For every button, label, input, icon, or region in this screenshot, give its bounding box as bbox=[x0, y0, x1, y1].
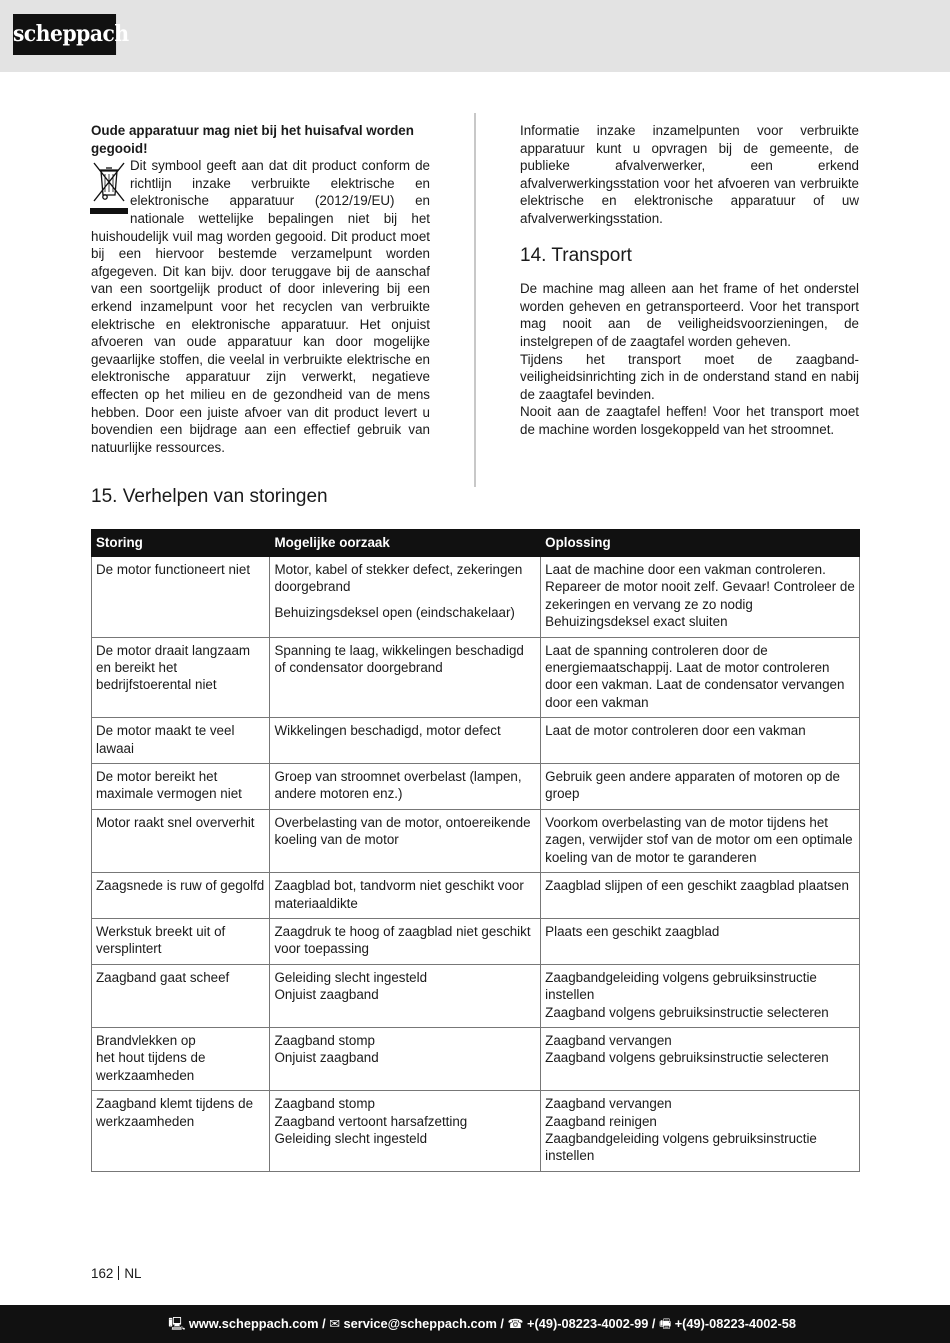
table-row bbox=[92, 1091, 860, 1172]
mail-icon: ✉ bbox=[329, 1316, 340, 1331]
cell-oorzaak bbox=[270, 718, 541, 764]
table-body bbox=[92, 557, 860, 1172]
cell-text: Zaagband vertoont harsafzetting bbox=[274, 1113, 468, 1129]
cell-oplossing bbox=[541, 918, 860, 964]
cell-text: Werkstuk breekt uit of versplintert bbox=[96, 923, 226, 957]
cell-text: Laat de machine door een vakman controleren. Repareer de motor nooit zelf. Gevaar! Controleer de zekeringen en vervang ze zo nodig bbox=[545, 562, 855, 612]
cell-storing bbox=[92, 1027, 270, 1090]
cell-text: Zaagband volgens gebruiksinstructie selecteren bbox=[545, 1050, 829, 1066]
monitor-icon: 🖳 bbox=[168, 1316, 186, 1331]
page-number-value: 162 bbox=[91, 1266, 114, 1281]
table-row bbox=[92, 637, 860, 718]
cell-text: Zaagblad bot, tandvorm niet geschikt voor materiaaldikte bbox=[274, 878, 524, 911]
page-language: NL bbox=[124, 1266, 142, 1281]
troubleshooting-table bbox=[91, 529, 860, 1172]
header-storing: Storing bbox=[92, 530, 270, 557]
cell-oplossing bbox=[541, 764, 860, 810]
right-column bbox=[520, 122, 859, 439]
cell-oorzaak bbox=[270, 809, 541, 872]
section-15-title: 15. Verhelpen van storingen bbox=[91, 486, 328, 507]
cell-oplossing bbox=[541, 1091, 860, 1172]
weee-heading: Oude apparatuur mag niet bij het huisafval worden gegooid! bbox=[91, 123, 414, 156]
table-row bbox=[92, 964, 860, 1027]
cell-text: Onjuist zaagband bbox=[274, 987, 379, 1003]
table-row bbox=[92, 1027, 860, 1090]
cell-oorzaak bbox=[270, 1027, 541, 1090]
cell-storing bbox=[92, 764, 270, 810]
phone-icon: ☎ bbox=[507, 1316, 524, 1331]
cell-text: Groep van stroomnet overbelast (lampen, andere motoren enz.) bbox=[274, 769, 522, 802]
cell-oorzaak bbox=[270, 1091, 541, 1172]
cell-text: Wikkelingen beschadigd, motor defect bbox=[274, 723, 501, 739]
table-row bbox=[92, 809, 860, 872]
cell-text: Zaagband reinigen bbox=[545, 1113, 657, 1129]
cell-text: Zaagband gaat scheef bbox=[96, 969, 230, 985]
cell-text: Motor, kabel of stekker defect, zekeringen doorgebrand bbox=[274, 562, 523, 595]
cell-text: De motor bereikt het maximale vermogen niet bbox=[96, 769, 242, 802]
footer-separator: / bbox=[651, 1316, 660, 1331]
cell-oplossing bbox=[541, 809, 860, 872]
cell-text: Spanning te laag, wikkelingen beschadigd of condensator doorgebrand bbox=[274, 642, 524, 676]
cell-text: Behuizingsdeksel open (eindschakelaar) bbox=[274, 604, 515, 620]
cell-oplossing bbox=[541, 964, 860, 1027]
cell-text: Zaagsnede is ruw of gegolfd bbox=[96, 878, 265, 894]
cell-oorzaak bbox=[270, 964, 541, 1027]
cell-storing bbox=[92, 637, 270, 718]
header-band bbox=[0, 0, 950, 72]
cell-text: Voorkom overbelasting van de motor tijdens het zagen, verwijder stof van de motor om een optimale koeling van de motor te garanderen bbox=[545, 814, 853, 865]
cell-storing bbox=[92, 873, 270, 919]
cell-text: Zaagband volgens gebruiksinstructie selecteren bbox=[545, 1004, 829, 1020]
cell-text: Zaagdruk te hoog of zaagblad niet geschikt voor toepassing bbox=[274, 923, 531, 957]
cell-text: Zaagband stomp bbox=[274, 1032, 375, 1048]
fax-icon: 🖷 bbox=[659, 1316, 672, 1331]
table-row bbox=[92, 764, 860, 810]
weee-notice bbox=[91, 122, 430, 456]
cell-oplossing bbox=[541, 637, 860, 718]
cell-text: Gebruik geen andere apparaten of motoren op de groep bbox=[545, 769, 840, 802]
cell-oplossing bbox=[541, 873, 860, 919]
footer-fax: +(49)-08223-4002-58 bbox=[674, 1316, 796, 1331]
page-number-separator bbox=[118, 1266, 119, 1280]
cell-storing bbox=[92, 557, 270, 638]
section-14-title: 14. Transport bbox=[520, 244, 632, 266]
table-row bbox=[92, 718, 860, 764]
page-number bbox=[91, 1266, 141, 1281]
header-oplossing: Oplossing bbox=[541, 530, 860, 557]
footer-separator: / bbox=[500, 1316, 508, 1331]
cell-oorzaak bbox=[270, 918, 541, 964]
cell-text: De motor draait langzaam en bereikt het bedrijfstoerental niet bbox=[96, 642, 251, 693]
footer-band bbox=[0, 1305, 950, 1343]
cell-text: De motor maakt te veel lawaai bbox=[96, 723, 235, 756]
footer-phone: +(49)-08223-4002-99 bbox=[527, 1316, 649, 1331]
cell-text: Behuizingsdeksel exact sluiten bbox=[545, 614, 728, 630]
cell-oplossing bbox=[541, 1027, 860, 1090]
table-row bbox=[92, 557, 860, 638]
weee-body-text: Dit symbool geeft aan dat dit product conform de richtlijn inzake verbruikte elektrische en elektronische apparatuur (2012/19/EU) en nationale wettelijke bepalingen niet bij het huishoudelijk vuil mag worden gegooid. Dit product moet bij een hiervoor bestemde verzamelpunt worden afgegeven. Dit kan bijv. door teruggave bij de aanschaf van een soortgelijk product of door inlevering bij een erkend inzamelpunt voor het recyclen van verbruikte elektrische en elektronische apparatuur. Het onjuist afvoeren van oude apparatuur kan door mogelijke gevaarlijke stoffen, die veelal in verbruikte elektrische en elektronische apparatuur zijn verwerkt, negatieve effecten op het milieu en de gezondheid van de mens hebben. Door een juiste afvoer van dit product levert u bovendien een bijdrage aan een effectief gebruik van natuurlijke ressources. bbox=[91, 158, 430, 455]
cell-text: Zaagband vervangen bbox=[545, 1032, 672, 1048]
cell-storing bbox=[92, 718, 270, 764]
cell-storing bbox=[92, 809, 270, 872]
cell-text: Plaats een geschikt zaagblad bbox=[545, 923, 720, 939]
cell-text: door een vakman. Laat de condensator vervangen door een vakman bbox=[545, 677, 845, 710]
cell-text: Zaagbandgeleiding volgens gebruiksinstructie instellen bbox=[545, 969, 817, 1003]
cell-oorzaak bbox=[270, 764, 541, 810]
cell-text: Motor raakt snel oververhit bbox=[96, 814, 255, 830]
cell-text: Laat de motor controleren door een vakman bbox=[545, 723, 806, 739]
table-header-row bbox=[92, 530, 860, 557]
cell-oorzaak bbox=[270, 557, 541, 638]
cell-text: De motor functioneert niet bbox=[96, 562, 251, 577]
cell-text: het hout tijdens de bbox=[96, 1050, 206, 1066]
cell-text: Zaagband stomp bbox=[274, 1096, 375, 1112]
cell-oplossing bbox=[541, 557, 860, 638]
cell-spacer bbox=[274, 596, 536, 604]
cell-oorzaak bbox=[270, 637, 541, 718]
scheppach-logo: scheppach bbox=[13, 14, 116, 55]
transport-paragraph-3: Nooit aan de zaagtafel heffen! Voor het transport moet de machine worden losgekoppeld van het stroomnet. bbox=[520, 404, 859, 437]
cell-text: Zaagband vervangen bbox=[545, 1096, 672, 1112]
transport-paragraph-1: De machine mag alleen aan het frame of het onderstel worden geheven en getransporteerd. Voor het transport mag nooit aan de veiligheidsvoorzieningen, de instelgrepen of de zaagtafel worden geheven. bbox=[520, 281, 859, 349]
cell-text: Zaagblad slijpen of een geschikt zaagblad plaatsen bbox=[545, 878, 849, 894]
footer-separator: / bbox=[322, 1316, 330, 1331]
weee-crossed-bin-icon bbox=[90, 159, 128, 217]
header-oorzaak: Mogelijke oorzaak bbox=[270, 530, 541, 557]
cell-storing bbox=[92, 1091, 270, 1172]
cell-storing bbox=[92, 918, 270, 964]
transport-paragraph-2: Tijdens het transport moet de zaagband-veiligheidsinrichting zich in de onderstand stand en nabij de zaagtafel bevinden. bbox=[520, 351, 859, 402]
weee-body-block bbox=[91, 157, 430, 456]
cell-text: Geleiding slecht ingesteld bbox=[274, 969, 428, 985]
cell-text: Geleiding slecht ingesteld bbox=[274, 1130, 428, 1146]
cell-storing bbox=[92, 964, 270, 1027]
table-row bbox=[92, 918, 860, 964]
cell-text: werkzaamheden bbox=[96, 1067, 195, 1083]
footer-email[interactable]: service@scheppach.com bbox=[343, 1316, 497, 1331]
table-row bbox=[92, 873, 860, 919]
cell-text: Laat de spanning controleren door de energiemaatschappij. Laat de motor controleren bbox=[545, 642, 830, 676]
cell-oplossing bbox=[541, 718, 860, 764]
footer-contact bbox=[168, 1305, 796, 1343]
cell-oorzaak bbox=[270, 873, 541, 919]
cell-text: Zaagbandgeleiding volgens gebruiksinstructie instellen bbox=[545, 1130, 817, 1164]
cell-text: Zaagband klemt tijdens de werkzaamheden bbox=[96, 1096, 254, 1129]
column-divider bbox=[474, 113, 476, 487]
cell-text: Onjuist zaagband bbox=[274, 1050, 379, 1066]
footer-website[interactable]: www.scheppach.com bbox=[188, 1316, 319, 1331]
cell-text: Brandvlekken op bbox=[96, 1032, 196, 1048]
cell-text: Overbelasting van de motor, ontoereikende koeling van de motor bbox=[274, 814, 531, 848]
collection-info-text: Informatie inzake inzamelpunten voor verbruikte apparatuur kunt u opvragen bij de gemeente, de publieke afvalverwerker, een erkend afvalverwerkingsstation voor het afvoeren van verbruikte elektrische en elektronische apparatuur of uw afvalverwerkingsstation. bbox=[520, 123, 859, 226]
